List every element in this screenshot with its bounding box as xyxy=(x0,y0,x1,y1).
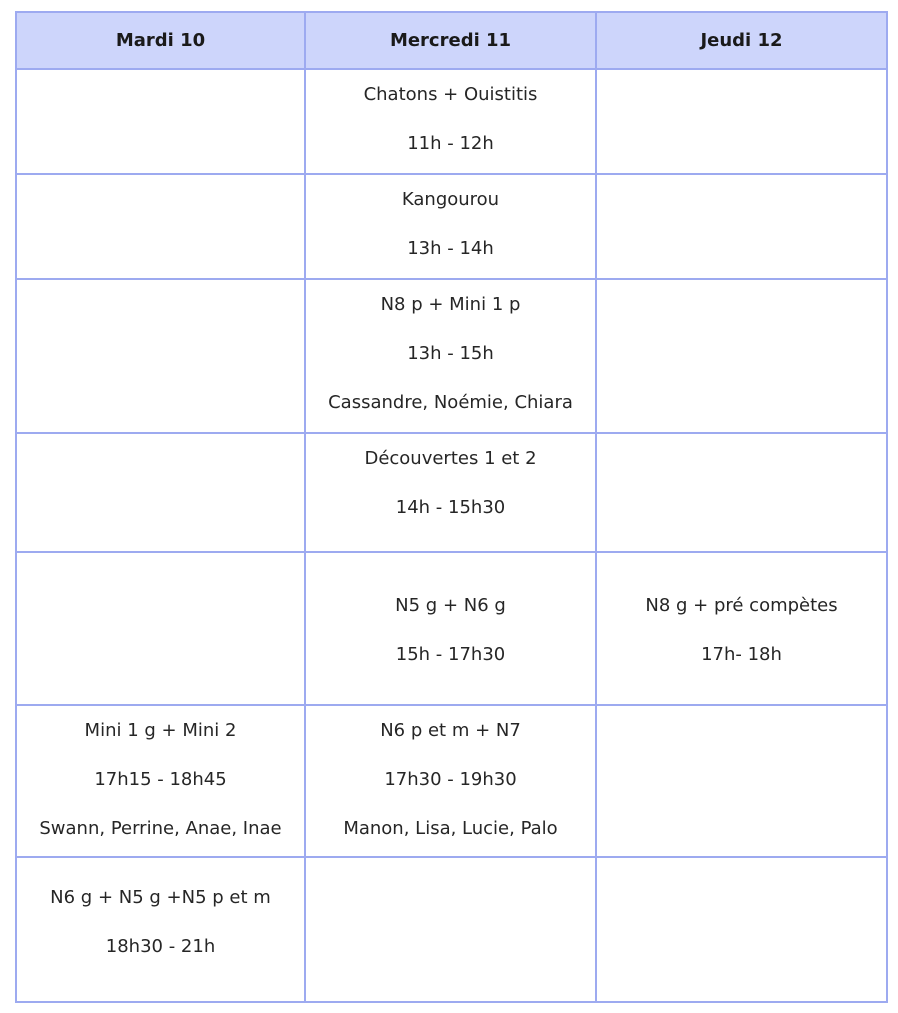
session-time: 17h30 - 19h30 xyxy=(384,769,517,790)
table-row xyxy=(16,69,887,174)
cell-mercredi xyxy=(305,705,596,857)
session-name: N5 g + N6 g xyxy=(395,595,506,616)
session-time: 17h15 - 18h45 xyxy=(94,769,227,790)
session-name: Mini 1 g + Mini 2 xyxy=(84,720,237,741)
session-name: N8 p + Mini 1 p xyxy=(380,294,521,315)
header-row xyxy=(16,12,887,69)
cell-jeudi xyxy=(596,433,887,552)
session-time: 18h30 - 21h xyxy=(105,936,216,957)
cell-mercredi xyxy=(305,279,596,433)
cell-jeudi xyxy=(596,552,887,705)
cell-mardi xyxy=(16,279,305,433)
session-name: Découvertes 1 et 2 xyxy=(364,448,537,469)
cell-mardi xyxy=(16,174,305,279)
schedule-table xyxy=(15,11,888,1003)
cell-mercredi xyxy=(305,552,596,705)
cell-jeudi xyxy=(596,69,887,174)
table-row xyxy=(16,433,887,552)
session-name: Chatons + Ouistitis xyxy=(363,84,538,105)
cell-jeudi xyxy=(596,705,887,857)
session-coaches: Swann, Perrine, Anae, Inae xyxy=(39,818,282,839)
table-row xyxy=(16,552,887,705)
cell-jeudi xyxy=(596,279,887,433)
header-mardi: Mardi 10 xyxy=(16,12,305,69)
session-time: 14h - 15h30 xyxy=(395,497,506,518)
session-time: 15h - 17h30 xyxy=(395,644,506,665)
cell-mercredi xyxy=(305,433,596,552)
session-coaches: Cassandre, Noémie, Chiara xyxy=(328,392,573,413)
table-row xyxy=(16,705,887,857)
cell-mardi xyxy=(16,552,305,705)
cell-mardi xyxy=(16,433,305,552)
cell-mardi xyxy=(16,69,305,174)
session-coaches: Manon, Lisa, Lucie, Palo xyxy=(343,818,558,839)
table-row xyxy=(16,174,887,279)
header-mercredi: Mercredi 11 xyxy=(305,12,596,69)
cell-mardi xyxy=(16,857,305,1002)
session-name: N6 g + N5 g +N5 p et m xyxy=(50,887,271,908)
cell-mardi xyxy=(16,705,305,857)
table-row xyxy=(16,857,887,1002)
session-time: 13h - 14h xyxy=(407,238,494,259)
header-jeudi: Jeudi 12 xyxy=(596,12,887,69)
session-name: N6 p et m + N7 xyxy=(380,720,521,741)
cell-mercredi xyxy=(305,857,596,1002)
session-name: N8 g + pré compètes xyxy=(645,595,838,616)
table-row xyxy=(16,279,887,433)
session-time: 13h - 15h xyxy=(407,343,494,364)
cell-mercredi xyxy=(305,69,596,174)
cell-jeudi xyxy=(596,857,887,1002)
session-time: 17h- 18h xyxy=(701,644,782,665)
cell-jeudi xyxy=(596,174,887,279)
session-time: 11h - 12h xyxy=(407,133,494,154)
cell-mercredi xyxy=(305,174,596,279)
session-name: Kangourou xyxy=(401,189,500,210)
